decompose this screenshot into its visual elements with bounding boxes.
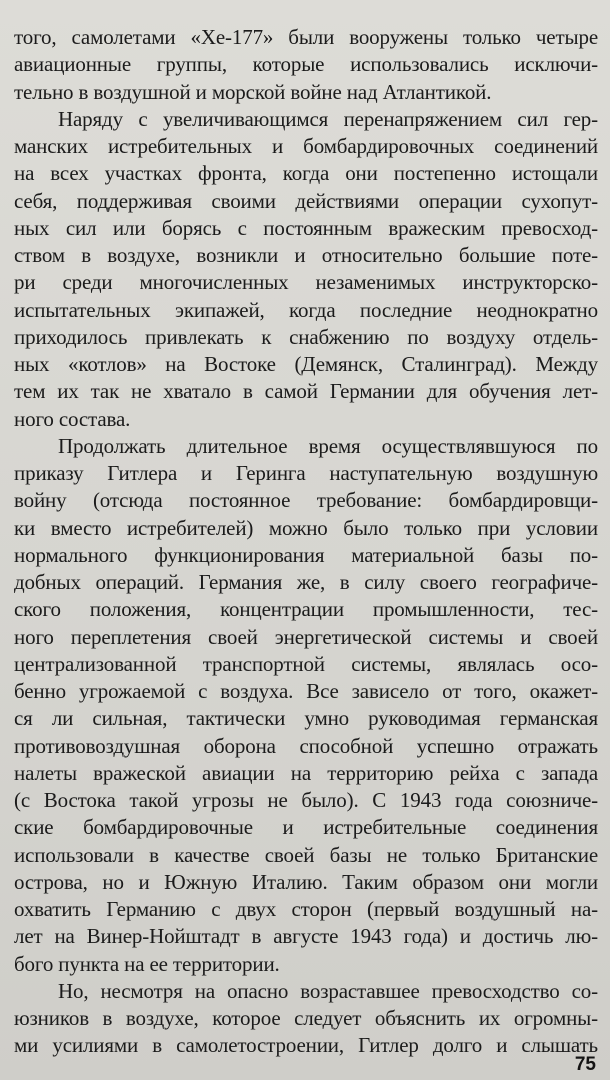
text-line: ские бомбардировочные и истребительные соединения	[14, 815, 598, 840]
text-line: тем их так не хватало в самой Германии для обучения лет-	[14, 379, 598, 404]
text-line: противовоздушная оборона способной успешно отражать	[14, 733, 598, 758]
text-line: себя, поддерживая своими действиями операции сухопут-	[14, 188, 598, 213]
text-line: авиационные группы, которые использовались исключи-	[14, 52, 598, 77]
text-line: ри среди многочисленных незаменимых инструкторско-	[14, 270, 598, 295]
text-line: ся ли сильная, тактически умно руководимая германская	[14, 706, 598, 731]
text-line: юзников в воздухе, которое следует объяснить их огромны-	[14, 1006, 598, 1030]
text-line: Наряду с увеличивающимся перенапряжением сил гер-	[58, 106, 598, 131]
text-line: приказу Гитлера и Геринга наступательную воздушную	[14, 461, 598, 485]
text-line: лет на Винер-Нойштадт в августе 1943 года) и достичь лю-	[14, 924, 598, 949]
text-line: налеты вражеской авиации на территорию рейха с запада	[14, 760, 598, 785]
text-line: того, самолетами «Хе-177» были вооружены только четыре	[14, 25, 598, 49]
text-line: ного состава.	[14, 406, 131, 431]
text-line: ского положения, концентрации промышленности, тес-	[14, 597, 598, 622]
page-number: 75	[574, 1054, 596, 1075]
text-line: (с Востока такой угрозы не было). С 1943 года союзниче-	[14, 788, 598, 812]
text-line: бенно угрожаемой с воздуха. Все зависело от того, окажет-	[14, 679, 598, 703]
text-line: охватить Германию с двух сторон (первый воздушный на-	[14, 897, 598, 921]
text-line: Продолжать длительное время осуществлявшуюся по	[58, 433, 598, 458]
text-line: ных сил или борясь с постоянным вражеским превосход-	[14, 215, 598, 240]
text-line: острова, но и Южную Италию. Таким образом они могли	[14, 869, 598, 894]
text-line: приходилось привлекать к снабжению по воздуху отдель-	[14, 324, 598, 349]
text-line: ных «котлов» на Востоке (Демянск, Сталинград). Между	[14, 352, 598, 376]
text-line: нормального функционирования материальной базы по-	[14, 542, 598, 567]
text-line: манских истребительных и бомбардировочных соединений	[14, 134, 598, 158]
text-line: испытательных экипажей, когда последние неоднократно	[14, 297, 598, 322]
text-line: использовали в качестве своей базы не только Британские	[14, 842, 598, 867]
text-line: ством в воздухе, возникли и относительно большие поте-	[14, 243, 598, 267]
text-line: Но, несмотря на опасно возраставшее превосходство со-	[58, 978, 598, 1003]
text-line: добных операций. Германия же, в силу своего географиче-	[14, 570, 598, 594]
text-line: централизованной транспортной системы, являлась осо-	[14, 651, 598, 676]
text-line: ми усилиями в самолетостроении, Гитлер долго и слышать	[14, 1033, 598, 1058]
text-line: ки вместо истребителей) можно было только при условии	[14, 515, 598, 540]
text-line: войну (отсюда постоянное требование: бомбардировщи-	[14, 488, 598, 513]
body-text	[14, 24, 598, 1060]
text-line: ного переплетения своей энергетической системы и своей	[14, 624, 598, 649]
text-line: на всех участках фронта, когда они постепенно истощали	[14, 161, 598, 186]
text-line: бого пункта на ее территории.	[14, 951, 280, 976]
text-line: тельно в воздушной и морской войне над Атлантикой.	[14, 79, 492, 104]
